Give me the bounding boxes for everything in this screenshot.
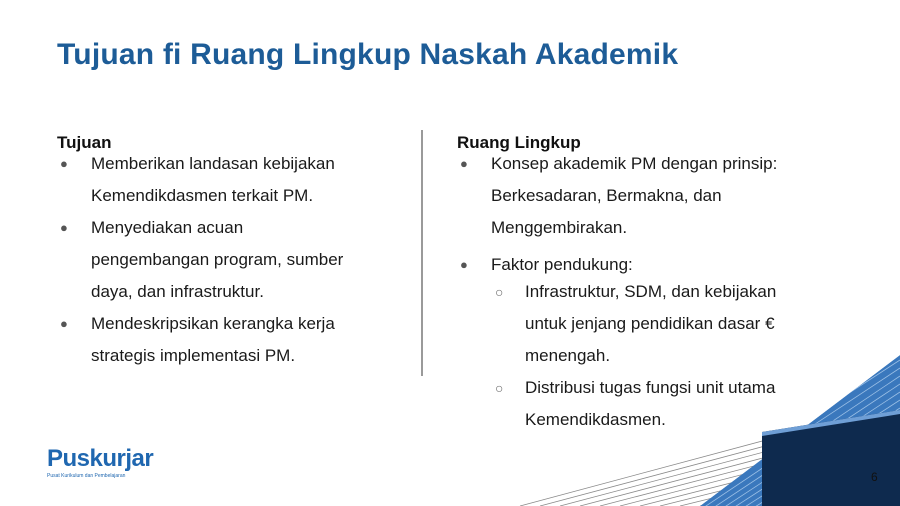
sub-list bbox=[491, 276, 817, 436]
page-number: 6 bbox=[871, 470, 878, 484]
list-item-line: Menyediakan acuan bbox=[91, 218, 244, 237]
list-item-line: Mendeskripsikan kerangka kerja bbox=[91, 314, 335, 333]
list-item-line: Distribusi tugas fungsi unit utama bbox=[525, 378, 776, 397]
list-item bbox=[457, 254, 817, 436]
slide-title: Tujuan fi Ruang Lingkup Naskah Akademik bbox=[57, 38, 679, 71]
list-item-line: Berkesadaran, Bermakna, dan bbox=[491, 186, 722, 205]
sub-list-item bbox=[491, 372, 817, 436]
list-item bbox=[457, 148, 817, 244]
logo-wordmark bbox=[47, 447, 153, 471]
puskurjar-logo bbox=[47, 447, 153, 479]
list-item-line: untuk jenjang pendidikan dasar € bbox=[525, 314, 775, 333]
tujuan-column bbox=[57, 132, 387, 372]
tujuan-heading: Tujuan bbox=[57, 133, 112, 152]
list-item-line: menengah. bbox=[525, 346, 611, 365]
list-item-line: Memberikan landasan kebijakan bbox=[91, 154, 335, 173]
column-divider bbox=[421, 130, 423, 376]
bullet-icon: ● bbox=[460, 156, 468, 171]
list-item-line: Menggembirakan. bbox=[491, 218, 628, 237]
list-item bbox=[57, 148, 387, 212]
hollow-bullet-icon: ○ bbox=[495, 284, 504, 300]
ruang-lingkup-list bbox=[457, 148, 817, 436]
hollow-bullet-icon: ○ bbox=[495, 380, 504, 396]
ruang-lingkup-column bbox=[457, 132, 817, 436]
list-item-line: Kemendikdasmen. bbox=[525, 410, 666, 429]
list-item-line: daya, dan infrastruktur. bbox=[91, 282, 264, 301]
ruang-lingkup-heading: Ruang Lingkup bbox=[457, 133, 581, 152]
list-item bbox=[57, 212, 387, 308]
list-item-line: pengembangan program, sumber bbox=[91, 250, 344, 269]
list-item bbox=[57, 308, 387, 372]
list-item-line: Faktor pendukung: bbox=[491, 255, 633, 274]
list-item-line: Konsep akademik PM dengan prinsip: bbox=[491, 154, 778, 173]
tujuan-list bbox=[57, 148, 387, 372]
bullet-icon: ● bbox=[460, 257, 468, 272]
bullet-icon: ● bbox=[60, 316, 68, 331]
sub-list-item bbox=[491, 276, 817, 372]
list-item-line: Infrastruktur, SDM, dan kebijakan bbox=[525, 282, 777, 301]
list-item-line: Kemendikdasmen terkait PM. bbox=[91, 186, 314, 205]
logo-name: Puskurjar bbox=[47, 445, 154, 472]
list-item-line: strategis implementasi PM. bbox=[91, 346, 296, 365]
bullet-icon: ● bbox=[60, 220, 68, 235]
logo-tagline: Pusat Kurikulum dan Pembelajaran bbox=[47, 473, 126, 479]
bullet-icon: ● bbox=[60, 156, 68, 171]
